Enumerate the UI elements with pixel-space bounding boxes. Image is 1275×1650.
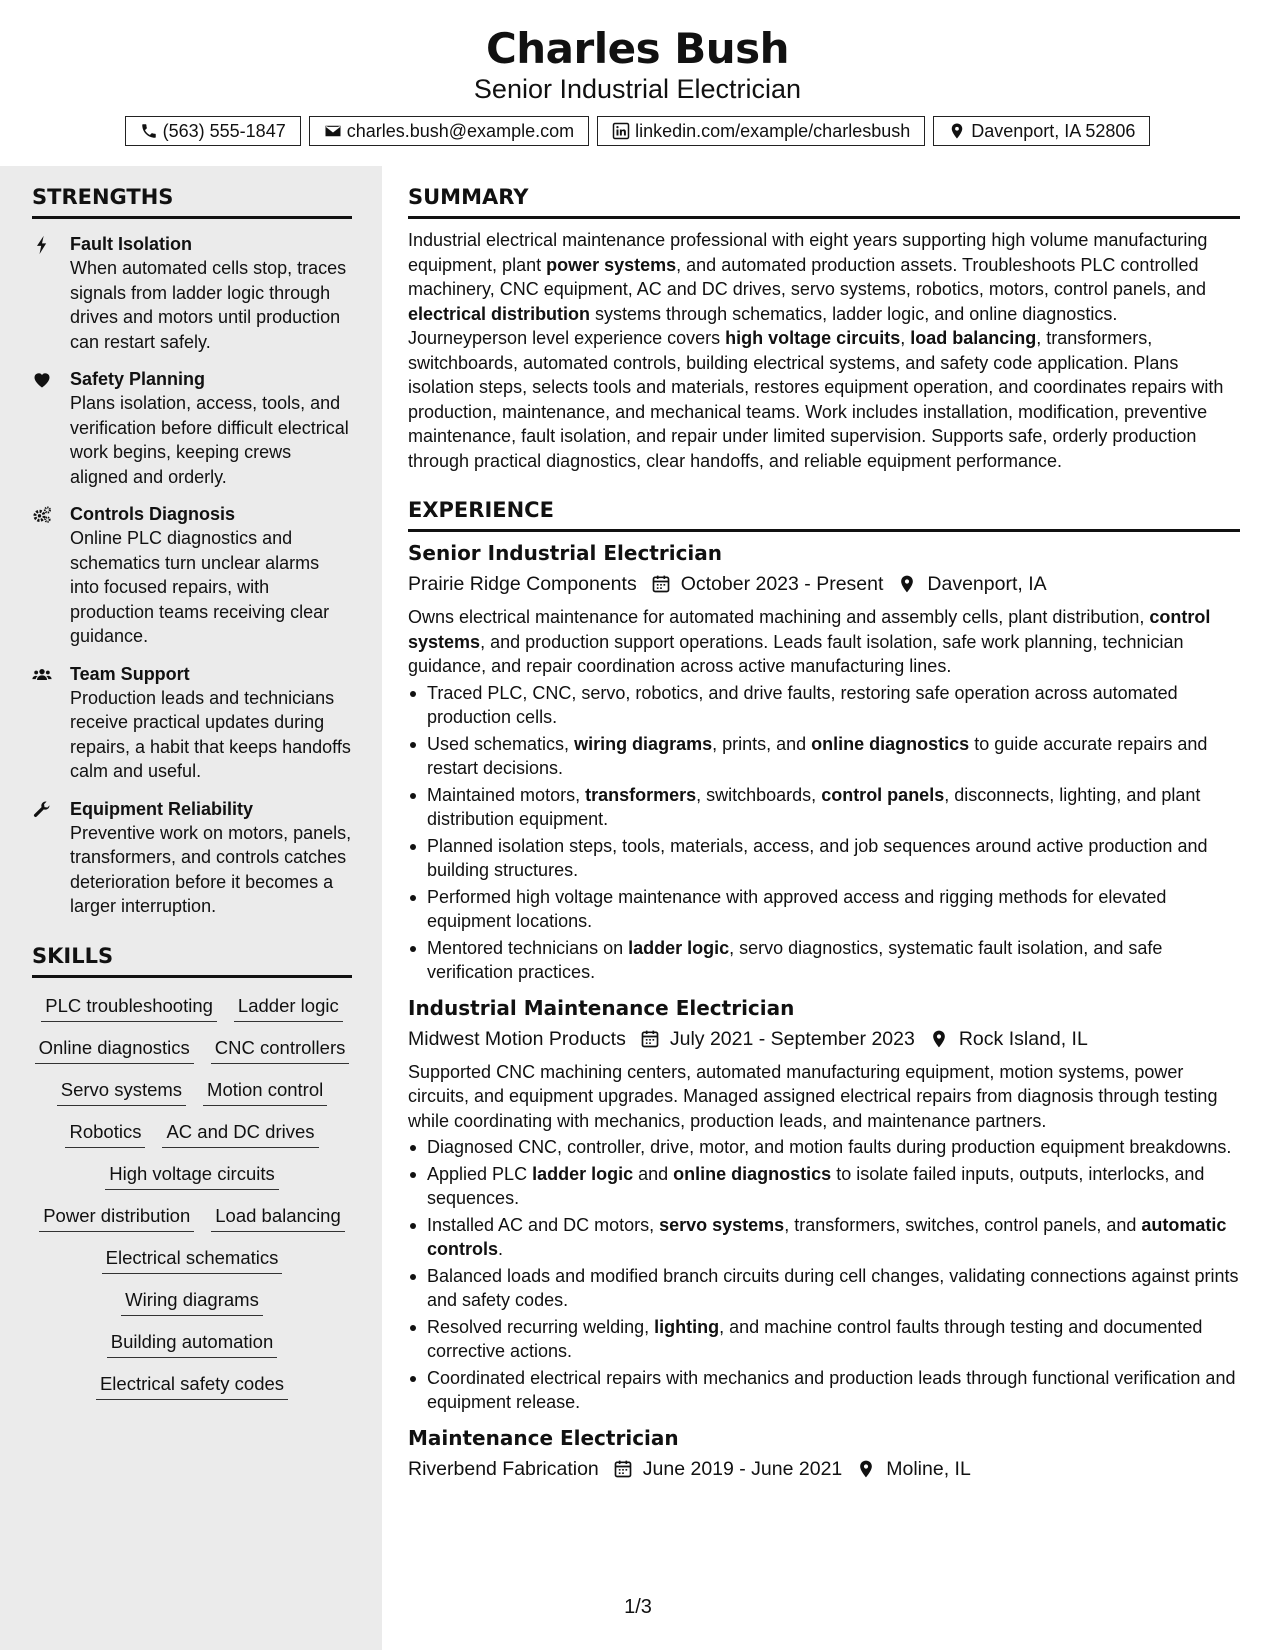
strength-desc: Plans isolation, access, tools, and verification before difficult electrical work begins, keeping crews aligned and orderly. [70,393,349,487]
strengths-heading: STRENGTHS [32,166,352,219]
candidate-name: Charles Bush [485,24,790,73]
job-company: Prairie Ridge Components [408,573,637,595]
contact-phone[interactable] [125,116,301,146]
bullet-item: Mentored technicians on ladder logic, servo diagnostics, systematic fault isolation, and safe verification practices. [408,936,1240,985]
skill-tag: Load balancing [211,1204,345,1232]
strength-title: Controls Diagnosis [70,504,236,524]
bullet-item: Planned isolation steps, tools, materials, access, and job sequences around active production and building structures. [408,834,1240,883]
job-dates: July 2021 - September 2023 [669,1027,915,1050]
contact-bar [0,116,1275,146]
users-icon [32,665,52,685]
job-entry [408,1425,1240,1482]
contact-linkedin[interactable] [597,116,925,146]
job-title: Maintenance Electrician [408,1425,679,1450]
resume-header [0,0,1275,166]
bullet-item: Balanced loads and modified branch circuits during cell changes, validating connections against prints and safety codes. [408,1264,1240,1313]
skill-tag: Electrical safety codes [96,1372,288,1400]
bullet-item: Applied PLC ladder logic and online diagnostics to isolate failed inputs, outputs, interlocks, and sequences. [408,1162,1240,1211]
job-meta [408,1026,1240,1052]
page-number: 1/3 [624,1596,652,1618]
skill-tag: High voltage circuits [105,1162,279,1190]
skill-tag: Power distribution [39,1204,194,1232]
job-description: Owns electrical maintenance for automated machining and assembly cells, plant distribution, control systems, and production support operations. Leads fault isolation, safe work planning, technician guidance, and repair coordination across active manufacturing lines. [408,607,1211,676]
calendar-icon [640,1029,660,1049]
strength-desc: Production leads and technicians receive practical updates during repairs, a habit that keeps handoffs calm and useful. [70,687,351,781]
strength-desc: Online PLC diagnostics and schematics turn unclear alarms into focused repairs, with production teams receiving clear guidance. [70,528,330,646]
map-pin-icon [897,574,917,594]
skill-tag: Wiring diagrams [121,1288,263,1316]
job-description: Supported CNC machining centers, automated manufacturing equipment, motion systems, power circuits, and equipment upgrades. Managed assigned electrical repairs from diagnosis through testing while coordinating with mechanics, production leads, and maintenance partners. [408,1061,1218,1131]
bullet-item: Installed AC and DC motors, servo systems, transformers, switches, control panels, and automatic controls. [408,1213,1240,1262]
job-location: Davenport, IA [927,573,1047,595]
bullet-item: Diagnosed CNC, controller, drive, motor, and motion faults during production equipment breakdowns. [408,1135,1240,1160]
strength-desc: Preventive work on motors, panels, transformers, and controls catches deterioration before it becomes a larger interruption. [70,822,352,916]
job-bullets [408,1135,1240,1415]
bullet-item: Traced PLC, CNC, servo, robotics, and drive faults, restoring safe operation across automated production cells. [408,681,1240,730]
strength-title: Team Support [70,663,190,684]
job-location: Rock Island, IL [958,1027,1088,1050]
gears-icon [32,505,52,525]
job-meta [408,571,1240,597]
summary-text: Industrial electrical maintenance professional with eight years supporting high volume manufacturing equipment, plant power systems, and automated production assets. Troubleshoots PLC controlled machinery, CNC equipment, AC and DC drives, servo systems, robotics, motors, control panels, and electrical distribution systems through schematics, ladder logic, and online diagnostics. Journeyperson level experience covers high voltage circuits, load balancing, transformers, switchboards, automated controls, building electrical systems, and safety code application. Plans isolation steps, selects tools and materials, restores equipment operation, and coordinates repairs with production, maintenance, and mechanical teams. Work includes installation, modification, preventive maintenance, fault isolation, and repair under limited supervision. Supports safe, orderly production through practical diagnostics, clear handoffs, and reliable equipment performance. [408,230,1224,471]
map-pin-icon [856,1459,876,1479]
strength-title: Equipment Reliability [70,798,254,819]
job-entry [408,995,1240,1415]
job-title: Industrial Maintenance Electrician [408,995,795,1020]
strength-item [32,367,352,489]
job-company: Riverbend Fabrication [408,1457,599,1480]
wrench-icon [32,800,52,820]
map-pin-icon [948,122,966,140]
linkedin-text: linkedin.com/example/charlesbush [635,120,911,141]
strength-desc: When automated cells stop, traces signals from ladder logic through drives and motors until production can restart safely. [70,258,347,352]
summary-heading: SUMMARY [408,166,1240,219]
job-entry [408,540,1240,985]
strength-item [32,232,352,354]
job-dates: October 2023 - Present [680,573,884,595]
strength-title: Safety Planning [70,369,206,389]
skill-tag: Electrical schematics [102,1246,283,1274]
job-location: Moline, IL [886,1457,971,1480]
job-dates: June 2019 - June 2021 [642,1457,843,1480]
bullet-item: Used schematics, wiring diagrams, prints, and online diagnostics to guide accurate repairs and restart decisions. [408,732,1240,781]
skill-tag: Motion control [203,1078,327,1106]
skill-tag: AC and DC drives [162,1120,318,1148]
skill-tag: CNC controllers [211,1036,350,1064]
skill-tag: Building automation [107,1330,278,1358]
sidebar [0,166,382,1650]
skill-tag: Online diagnostics [35,1036,194,1064]
candidate-title: Senior Industrial Electrician [473,74,802,104]
calendar-icon [651,574,671,594]
strength-item [32,797,352,919]
strength-item [32,502,352,649]
heart-icon [32,370,52,390]
bullet-item: Coordinated electrical repairs with mechanics and production leads through functional verification and equipment release. [408,1366,1240,1415]
contact-email[interactable] [309,116,589,146]
bullet-item: Maintained motors, transformers, switchboards, control panels, disconnects, lighting, and plant distribution equipment. [408,783,1240,832]
strength-title: Fault Isolation [70,234,193,254]
experience-heading: EXPERIENCE [408,479,1240,532]
skill-tag: PLC troubleshooting [41,994,217,1022]
map-pin-icon [929,1029,949,1049]
calendar-icon [613,1459,633,1479]
bullet-item: Resolved recurring welding, lighting, and machine control faults through testing and documented corrective actions. [408,1315,1240,1364]
phone-icon [140,122,158,140]
bullet-item: Performed high voltage maintenance with approved access and rigging methods for elevated equipment locations. [408,885,1240,934]
skill-tag: Servo systems [57,1078,186,1106]
skill-tag: Ladder logic [234,994,343,1022]
phone-text: (563) 555-1847 [162,120,286,141]
email-text: charles.bush@example.com [346,120,575,141]
skills-heading: SKILLS [32,925,352,978]
linkedin-icon [612,122,630,140]
strength-item [32,662,352,784]
skill-tag: Robotics [65,1120,145,1148]
job-meta [408,1456,1240,1482]
contact-location[interactable] [933,116,1150,146]
skills-list [32,994,352,1400]
job-company: Midwest Motion Products [408,1027,626,1050]
bolt-icon [32,235,52,255]
job-bullets [408,681,1240,985]
main-content [408,166,1240,1482]
job-title: Senior Industrial Electrician [408,541,723,565]
envelope-icon [324,122,342,140]
location-text: Davenport, IA 52806 [971,120,1136,141]
